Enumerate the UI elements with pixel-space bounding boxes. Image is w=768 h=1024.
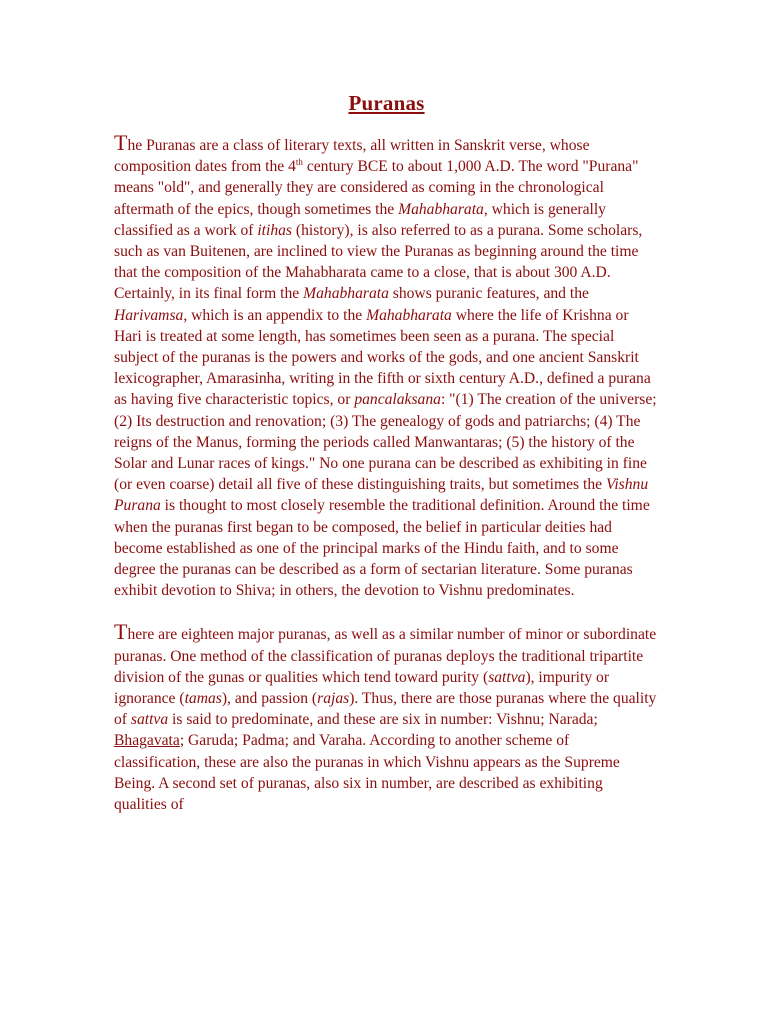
text-run: ; Garuda; Padma; and Varaha. According to another scheme of classification, these are also the puranas in which Vishnu appears as the Supreme Being. A second set of puranas, also six in number, are described as exhibiting qualities of [114, 732, 620, 814]
page-title: Puranas [348, 91, 425, 115]
drop-cap: T [114, 619, 128, 645]
text-run: ). Thus, there are those puranas where the quality of [114, 690, 657, 729]
document-page [114, 88, 659, 815]
italic-term: pancalaksana [354, 391, 441, 409]
text-run: shows puranic features, and the [388, 285, 589, 303]
text-run: is thought to most closely resemble the traditional definition. Around the time when the puranas first began to be composed, the belief in particular deities had become established as one of the principal marks of the Hindu faith, and to some degree the puranas can be described as a form of sectarian literature. Some puranas exhibit devotion to Shiva; in others, the devotion to Vishnu predominates. [114, 497, 650, 600]
text-run: , which is an appendix to the [183, 306, 367, 324]
italic-term: sattva [130, 711, 169, 729]
italic-term: itihas [257, 221, 293, 239]
text-run: is said to predominate, and these are six in number: Vishnu; Narada; [168, 711, 598, 729]
text-run: (history), is also referred to as a purana. Some scholars, such as van Buitenen, are inclined to view the Puranas as beginning around the time that the composition of the Mahabharata came to a close, that is about 300 A.D. Certainly, in its final form the [114, 221, 643, 303]
italic-term: Vishnu Purana [114, 476, 649, 515]
superscript: th [295, 157, 303, 168]
italic-term: rajas [317, 690, 350, 708]
italic-term: tamas [184, 690, 222, 708]
paragraph-intro [114, 132, 659, 601]
italic-term: Mahabharata [366, 306, 452, 324]
italic-term: Mahabharata [303, 285, 389, 303]
drop-cap: T [114, 130, 128, 155]
text-run: ), impurity or ignorance ( [114, 668, 610, 708]
paragraph-classification [114, 621, 659, 815]
text-run: he Puranas are a class of literary texts, all written in Sanskrit verse, whose composition dates from the 4 [114, 137, 590, 176]
text-run: where the life of Krishna or Hari is treated at some length, has sometimes been seen as a purana. The special subject of the puranas is the powers and works of the gods, and one ancient Sanskrit lexicographer, Amarasinha, writing in the fifth or sixth century A.D., defined a purana as having five characteristic topics, or [114, 306, 651, 409]
text-run: ), and passion ( [221, 690, 318, 708]
text-run: , which is generally classified as a work of [114, 200, 606, 239]
text-run: : "(1) The creation of the universe; (2) Its destruction and renovation; (3) The genealogy of gods and patriarchs; (4) The reigns of the Manus, forming the periods called Manwantaras; (5) the history of the Solar and Lunar races of kings." No one purana can be described as exhibiting in fine (or even coarse) detail all five of these distinguishing traits, but sometimes the [114, 391, 657, 494]
italic-term: sattva [488, 668, 526, 686]
italic-term: Mahabharata [398, 200, 484, 218]
text-run: here are eighteen major puranas, as well as a similar number of minor or subordinate puranas. One method of the classification of puranas deploys the traditional tripartite division of the gunas or qualities which tend toward purity ( [114, 626, 657, 686]
italic-term: Harivamsa [114, 306, 184, 324]
bhagavata-link[interactable]: Bhagavata [114, 732, 180, 750]
text-run: century BCE to about 1,000 A.D. The word "Purana" means "old", and generally they are considered as coming in the chronological aftermath of the epics, though sometimes the [114, 158, 639, 218]
